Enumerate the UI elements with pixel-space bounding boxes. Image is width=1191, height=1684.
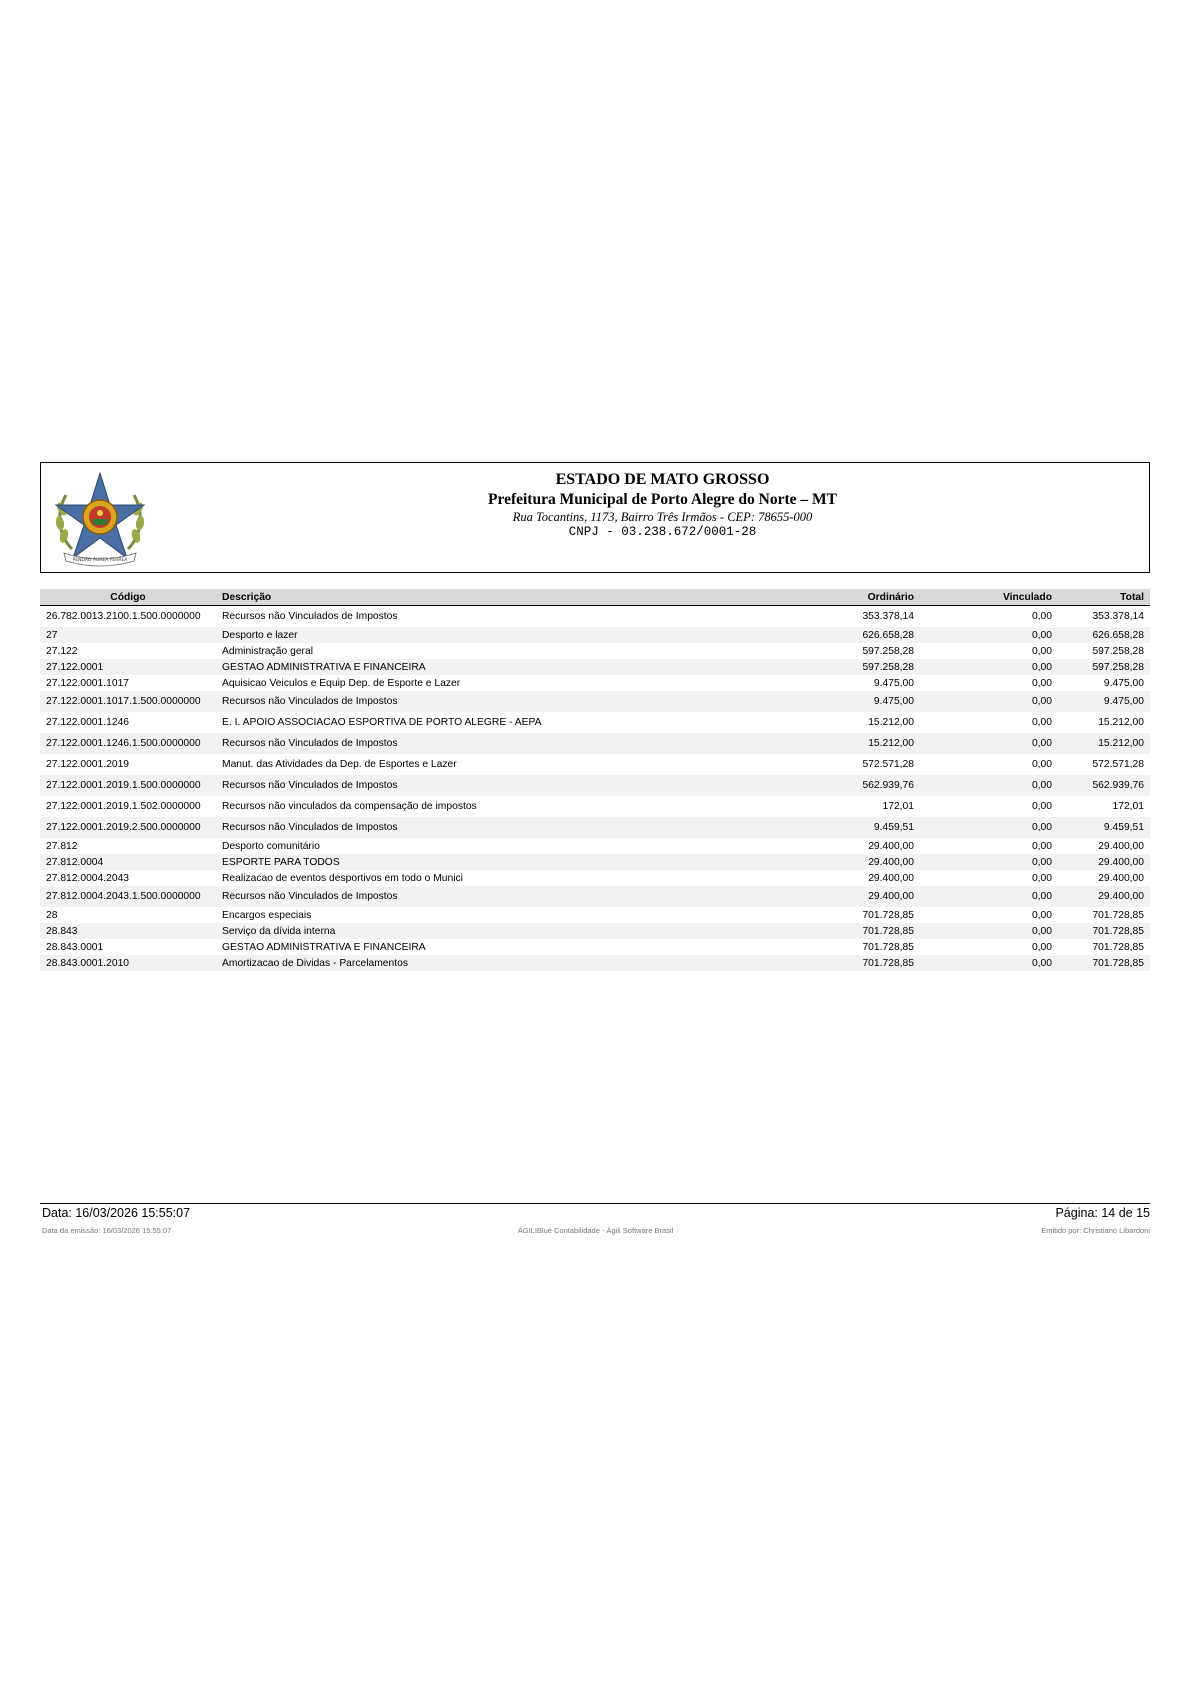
cell-code: 27.122.0001.1246.1.500.0000000 bbox=[40, 733, 216, 754]
cell-linked: 0,00 bbox=[920, 817, 1058, 838]
cell-total: 9.459,51 bbox=[1058, 817, 1150, 838]
cell-description: Amortizacao de Dividas - Parcelamentos bbox=[216, 955, 736, 971]
footer-page-number: Página: 14 de 15 bbox=[1055, 1206, 1150, 1220]
cell-total: 701.728,85 bbox=[1092, 909, 1144, 921]
cell-code: 28.843.0001 bbox=[46, 941, 104, 953]
table-row bbox=[40, 691, 1150, 712]
cnpj-line: CNPJ - 03.238.672/0001-28 bbox=[568, 525, 757, 539]
column-header-code: Código bbox=[40, 589, 216, 606]
cell-description: Aquisicao Veiculos e Equip Dep. de Esporte e Lazer bbox=[222, 677, 461, 689]
cell-description: Desporto comunitário bbox=[222, 840, 320, 852]
table-row bbox=[40, 754, 1150, 775]
table-row bbox=[40, 712, 1150, 733]
cell-linked: 0,00 bbox=[920, 691, 1058, 712]
cell-total: 15.212,00 bbox=[1058, 733, 1150, 754]
cell-ordinary: 562.939,76 bbox=[736, 775, 920, 796]
table-row bbox=[40, 817, 1150, 838]
cell-total: 626.658,28 bbox=[1058, 627, 1150, 643]
cell-linked: 0,00 bbox=[1031, 872, 1052, 884]
table-row bbox=[40, 606, 1150, 628]
cell-ordinary: 9.459,51 bbox=[736, 817, 920, 838]
cell-description: Realizacao de eventos desportivos em todo o Munici bbox=[222, 872, 463, 884]
cell-total: 562.939,76 bbox=[1058, 775, 1150, 796]
cell-code: 27.122.0001.1017.1.500.0000000 bbox=[40, 691, 216, 712]
cell-linked: 0,00 bbox=[1031, 941, 1052, 953]
cell-total: 597.258,28 bbox=[1058, 659, 1150, 675]
report-header bbox=[40, 462, 1150, 573]
cell-linked: 0,00 bbox=[920, 854, 1058, 870]
cell-description: Recursos não Vinculados de Impostos bbox=[222, 611, 398, 622]
cell-linked: 0,00 bbox=[920, 775, 1058, 796]
cell-description: Administração geral bbox=[222, 645, 313, 657]
cell-code: 27.812.0004 bbox=[40, 854, 216, 870]
cell-total: 29.400,00 bbox=[1098, 840, 1144, 852]
cell-total: 29.400,00 bbox=[1058, 854, 1150, 870]
cell-ordinary: 701.728,85 bbox=[736, 923, 920, 939]
cell-ordinary: 29.400,00 bbox=[736, 854, 920, 870]
cell-ordinary: 353.378,14 bbox=[862, 611, 914, 622]
cell-code: 28.843 bbox=[40, 923, 216, 939]
cell-linked: 0,00 bbox=[1031, 677, 1052, 689]
cell-total: 701.728,85 bbox=[1058, 923, 1150, 939]
table-row bbox=[40, 775, 1150, 796]
column-header-total: Total bbox=[1058, 589, 1150, 606]
cell-code: 27.122.0001.2019.2.500.0000000 bbox=[40, 817, 216, 838]
cell-ordinary: 597.258,28 bbox=[862, 645, 914, 657]
cell-code: 26.782.0013.2100.1.500.0000000 bbox=[46, 611, 201, 622]
footer-emission-date: Data da emissão: 16/03/2026 15:55:07 bbox=[42, 1226, 172, 1235]
table-row bbox=[40, 870, 1150, 886]
cell-total: 572.571,28 bbox=[1092, 759, 1144, 770]
cell-code: 28 bbox=[46, 909, 58, 921]
svg-text:PENDÃO ÁUREA FERREA: PENDÃO ÁUREA FERREA bbox=[72, 558, 128, 563]
column-header-linked: Vinculado bbox=[920, 589, 1058, 606]
cell-description: E. I. APOIO ASSOCIACAO ESPORTIVA DE PORTO ALEGRE - AEPA bbox=[222, 717, 542, 728]
cell-ordinary: 172,01 bbox=[882, 801, 914, 812]
cell-ordinary: 626.658,28 bbox=[736, 627, 920, 643]
cell-ordinary: 9.475,00 bbox=[873, 677, 914, 689]
cell-linked: 0,00 bbox=[920, 923, 1058, 939]
table-row bbox=[40, 939, 1150, 955]
city-hall-title: Prefeitura Municipal de Porto Alegre do Norte – MT bbox=[488, 491, 837, 508]
cell-description: GESTAO ADMINISTRATIVA E FINANCEIRA bbox=[222, 941, 426, 953]
cell-total: 701.728,85 bbox=[1092, 941, 1144, 953]
cell-linked: 0,00 bbox=[1031, 759, 1052, 770]
cell-ordinary: 15.212,00 bbox=[868, 717, 914, 728]
cell-ordinary: 572.571,28 bbox=[862, 759, 914, 770]
table-row bbox=[40, 955, 1150, 971]
cell-linked: 0,00 bbox=[1031, 909, 1052, 921]
cell-code: 27.812.0004.2043.1.500.0000000 bbox=[40, 886, 216, 907]
table-row bbox=[40, 675, 1150, 691]
cell-ordinary: 9.475,00 bbox=[736, 691, 920, 712]
cell-total: 701.728,85 bbox=[1058, 955, 1150, 971]
cell-code: 27.122.0001.2019.1.502.0000000 bbox=[46, 801, 201, 812]
footer-divider bbox=[40, 1203, 1150, 1204]
cell-linked: 0,00 bbox=[920, 627, 1058, 643]
cell-linked: 0,00 bbox=[1031, 611, 1052, 622]
cell-description: Recursos não Vinculados de Impostos bbox=[216, 775, 736, 796]
table-row bbox=[40, 838, 1150, 854]
cell-linked: 0,00 bbox=[920, 659, 1058, 675]
cell-ordinary: 29.400,00 bbox=[868, 872, 914, 884]
cell-linked: 0,00 bbox=[920, 733, 1058, 754]
cell-code: 27 bbox=[40, 627, 216, 643]
cell-code: 27.122 bbox=[46, 645, 78, 657]
table-row bbox=[40, 907, 1150, 923]
table-row bbox=[40, 886, 1150, 907]
table-row bbox=[40, 659, 1150, 675]
cell-total: 597.258,28 bbox=[1092, 645, 1144, 657]
table-body bbox=[40, 606, 1150, 972]
cell-description: Desporto e lazer bbox=[216, 627, 736, 643]
cell-code: 27.122.0001.1017 bbox=[46, 677, 130, 689]
cell-code: 27.122.0001.2019.1.500.0000000 bbox=[40, 775, 216, 796]
cell-total: 29.400,00 bbox=[1098, 872, 1144, 884]
cell-linked: 0,00 bbox=[1031, 840, 1052, 852]
cell-total: 9.475,00 bbox=[1058, 691, 1150, 712]
address-line: Rua Tocantins, 1173, Bairro Três Irmãos - CEP: 78655-000 bbox=[512, 510, 813, 524]
cell-total: 9.475,00 bbox=[1103, 677, 1144, 689]
cell-linked: 0,00 bbox=[1031, 645, 1052, 657]
table-row bbox=[40, 627, 1150, 643]
footer-date: Data: 16/03/2026 15:55:07 bbox=[42, 1206, 191, 1220]
budget-table bbox=[40, 589, 1150, 971]
cell-description: ESPORTE PARA TODOS bbox=[216, 854, 736, 870]
cell-ordinary: 701.728,85 bbox=[736, 955, 920, 971]
cell-description: Recursos não Vinculados de Impostos bbox=[216, 691, 736, 712]
cell-code: 28.843.0001.2010 bbox=[40, 955, 216, 971]
cell-code: 27.812 bbox=[46, 840, 78, 852]
state-title: ESTADO DE MATO GROSSO bbox=[555, 471, 770, 488]
cell-ordinary: 701.728,85 bbox=[862, 909, 914, 921]
footer-software: ÁGILIBlue Contabilidade - Ágili Software Brasil bbox=[517, 1226, 674, 1235]
cell-linked: 0,00 bbox=[1031, 801, 1052, 812]
cell-description: Encargos especiais bbox=[222, 909, 312, 921]
cell-ordinary: 29.400,00 bbox=[736, 886, 920, 907]
cell-code: 27.122.0001.2019 bbox=[46, 759, 130, 770]
cell-code: 27.812.0004.2043 bbox=[46, 872, 130, 884]
cell-total: 15.212,00 bbox=[1098, 717, 1144, 728]
table-row bbox=[40, 733, 1150, 754]
cell-total: 29.400,00 bbox=[1058, 886, 1150, 907]
cell-ordinary: 701.728,85 bbox=[862, 941, 914, 953]
table-row bbox=[40, 923, 1150, 939]
cell-description: Recursos não Vinculados de Impostos bbox=[216, 886, 736, 907]
column-header-ordinary: Ordinário bbox=[736, 589, 920, 606]
cell-description: Serviço da dívida interna bbox=[216, 923, 736, 939]
cell-description: GESTAO ADMINISTRATIVA E FINANCEIRA bbox=[216, 659, 736, 675]
cell-code: 27.122.0001 bbox=[40, 659, 216, 675]
cell-ordinary: 597.258,28 bbox=[736, 659, 920, 675]
cell-description: Manut. das Atividades da Dep. de Esportes e Lazer bbox=[222, 759, 457, 770]
cell-ordinary: 29.400,00 bbox=[868, 840, 914, 852]
table-row bbox=[40, 643, 1150, 659]
cell-code: 27.122.0001.1246 bbox=[46, 717, 130, 728]
column-header-description: Descrição bbox=[216, 589, 736, 606]
cell-total: 172,01 bbox=[1112, 801, 1144, 812]
cell-total: 353.378,14 bbox=[1092, 611, 1144, 622]
footer-issued-by: Emitido por: Christiano Libardoni bbox=[1041, 1226, 1150, 1235]
cell-description: Recursos não Vinculados de Impostos bbox=[216, 733, 736, 754]
cell-linked: 0,00 bbox=[1031, 717, 1052, 728]
cell-ordinary: 15.212,00 bbox=[736, 733, 920, 754]
cell-linked: 0,00 bbox=[920, 955, 1058, 971]
table-header-row bbox=[40, 589, 1150, 606]
cell-linked: 0,00 bbox=[920, 886, 1058, 907]
table-row bbox=[40, 796, 1150, 817]
cell-description: Recursos não Vinculados de Impostos bbox=[216, 817, 736, 838]
table-row bbox=[40, 854, 1150, 870]
cell-description: Recursos não vinculados da compensação de impostos bbox=[222, 801, 477, 812]
